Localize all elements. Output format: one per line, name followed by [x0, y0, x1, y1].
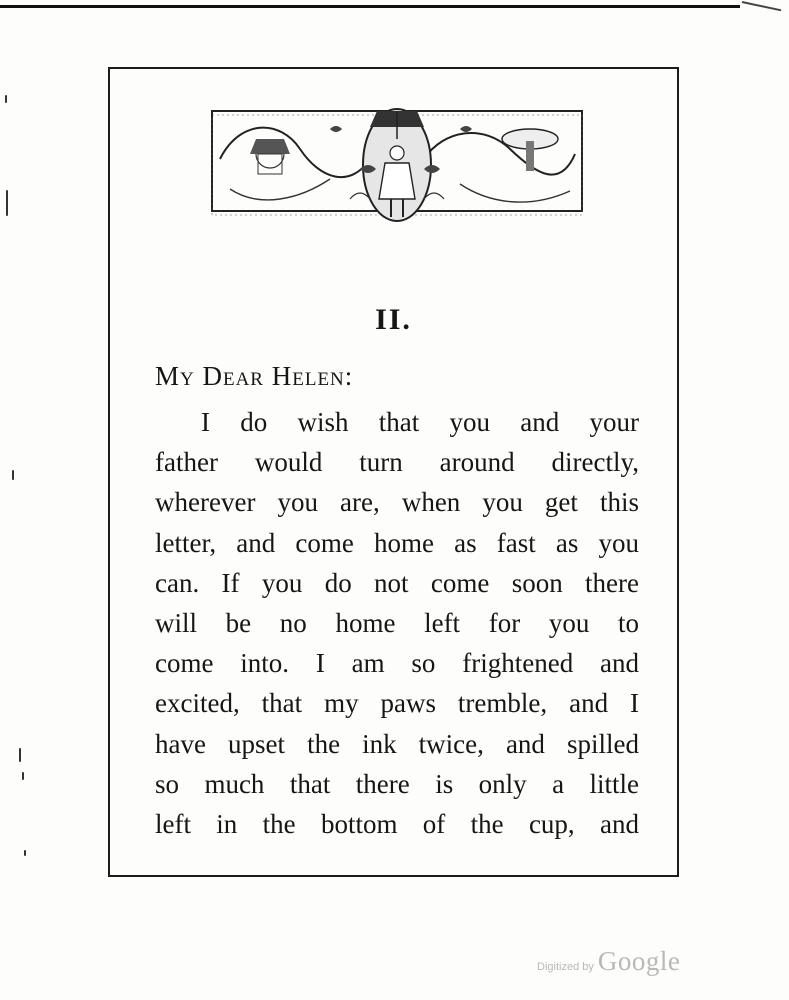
scan-speck	[12, 470, 14, 480]
text-line: will be no home left for you to	[155, 607, 639, 638]
page-border	[108, 67, 679, 877]
text-line: letter, and come home as fast as you	[155, 527, 639, 558]
page-corner-mark	[742, 1, 782, 11]
scan-speck	[22, 772, 24, 780]
watermark-prefix: Digitized by	[537, 961, 594, 973]
text-line: so much that there is only a little	[155, 768, 639, 799]
scan-speck	[6, 190, 8, 216]
ornamental-headpiece	[210, 99, 584, 231]
text-line: come into. I am so frightened and	[155, 648, 639, 679]
text-line: I do wish that you and your	[201, 407, 639, 437]
page-top-edge	[0, 5, 740, 8]
letter-salutation: My Dear Helen:	[155, 361, 354, 391]
scan-speck	[5, 95, 7, 103]
chapter-number: II.	[375, 303, 412, 336]
digitized-watermark	[537, 946, 680, 977]
text-line: left in the bottom of the cup, and	[155, 808, 639, 839]
scan-speck	[19, 748, 21, 762]
text-line: excited, that my paws tremble, and I	[155, 688, 639, 719]
text-line: have upset the ink twice, and spilled	[155, 728, 639, 759]
text-line: father would turn around directly,	[155, 447, 639, 478]
scan-speck	[24, 850, 26, 856]
letter-body	[155, 402, 639, 844]
text-line: wherever you are, when you get this	[155, 487, 639, 518]
text-line: can. If you do not come soon there	[155, 567, 639, 598]
watermark-brand: Google	[597, 946, 681, 976]
